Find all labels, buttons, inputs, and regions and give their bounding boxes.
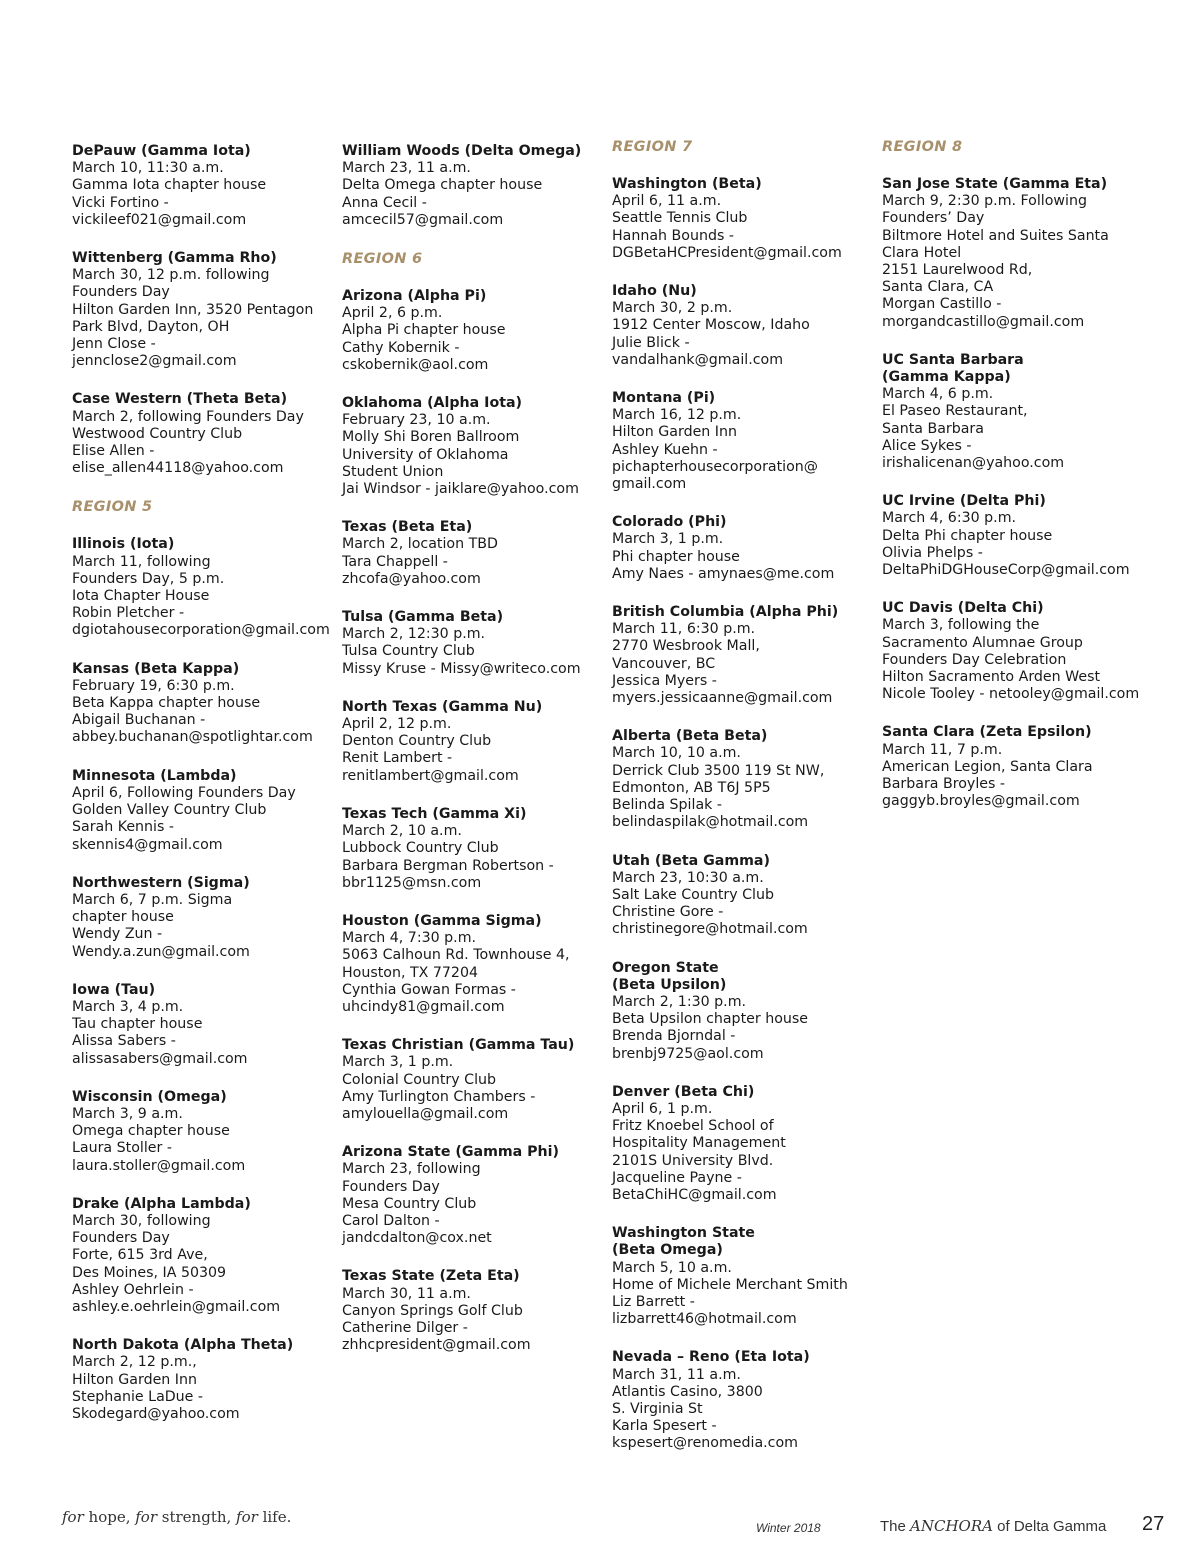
- chapter-name: Houston (Gamma Sigma): [342, 912, 542, 929]
- chapter-entry: [882, 600, 1144, 703]
- entry-line: Skodegard@yahoo.com: [72, 1405, 240, 1422]
- entry-line: February 23, 10 a.m.: [342, 412, 491, 429]
- entry-line: Alissa Sabers -: [72, 1033, 176, 1050]
- entry-line: Tulsa Country Club: [342, 643, 475, 660]
- entry-line: Wendy Zun -: [72, 926, 163, 943]
- region-heading: REGION 5: [72, 499, 153, 516]
- chapter-entry: [72, 875, 334, 961]
- chapter-entry: [612, 283, 874, 369]
- entry-line: jandcdalton@cox.net: [342, 1230, 492, 1247]
- chapter-entry: [342, 609, 604, 678]
- tagline-for-2: for: [135, 1508, 158, 1526]
- entry-line: Jai Windsor - jaiklare@yahoo.com: [342, 481, 579, 498]
- entry-line: Brenda Bjorndal -: [612, 1028, 736, 1045]
- entry-line: myers.jessicaanne@gmail.com: [612, 690, 833, 707]
- entry-line: Mesa Country Club: [342, 1195, 477, 1212]
- chapter-entry: [882, 176, 1144, 331]
- chapter-entry: [612, 604, 874, 707]
- entry-line: irishalicenan@yahoo.com: [882, 455, 1065, 472]
- entry-line: Amy Naes - amynaes@me.com: [612, 565, 835, 582]
- chapter-name: Minnesota (Lambda): [72, 767, 237, 784]
- entry-line: chapter house: [72, 909, 174, 926]
- entry-line: abbey.buchanan@spotlightar.com: [72, 729, 313, 746]
- chapter-entry: [342, 288, 604, 374]
- entry-line: renitlambert@gmail.com: [342, 767, 519, 784]
- entry-line: Nicole Tooley - netooley@gmail.com: [882, 686, 1140, 703]
- chapter-entry: [612, 1349, 874, 1452]
- entry-line: Iota Chapter House: [72, 588, 210, 605]
- chapter-name: North Texas (Gamma Nu): [342, 698, 543, 715]
- magazine-post: of Delta Gamma: [992, 1518, 1107, 1535]
- entry-line: Elise Allen -: [72, 443, 155, 460]
- region-heading: REGION 8: [882, 139, 963, 155]
- entry-line: Renit Lambert -: [342, 750, 453, 767]
- chapter-entry: [612, 1225, 874, 1328]
- entry-line: morgandcastillo@gmail.com: [882, 313, 1085, 330]
- entry-line: Santa Barbara: [882, 420, 984, 437]
- entry-line: Ashley Kuehn -: [612, 441, 718, 458]
- entry-line: christinegore@hotmail.com: [612, 921, 808, 938]
- entry-line: March 4, 7:30 p.m.: [342, 930, 477, 947]
- entry-line: March 6, 7 p.m. Sigma: [72, 891, 233, 908]
- entry-line: March 30, 11 a.m.: [342, 1285, 471, 1302]
- entry-line: Beta Upsilon chapter house: [612, 1011, 808, 1028]
- entry-line: March 2, 1:30 p.m.: [612, 993, 747, 1010]
- tagline-life: life.: [257, 1508, 292, 1526]
- chapter-entry: [72, 391, 334, 477]
- entry-line: Jessica Myers -: [612, 672, 717, 689]
- entry-line: March 4, 6:30 p.m.: [882, 510, 1017, 527]
- chapter-name: Drake (Alpha Lambda): [72, 1195, 251, 1212]
- entry-line: DGBetaHCPresident@gmail.com: [612, 244, 842, 261]
- chapter-entry: [612, 960, 874, 1063]
- entry-line: American Legion, Santa Clara: [882, 758, 1093, 775]
- chapter-name: Oklahoma (Alpha Iota): [342, 395, 523, 412]
- chapter-name: Utah (Beta Gamma): [612, 852, 770, 869]
- entry-line: March 3, following the: [882, 617, 1040, 634]
- chapter-name: Santa Clara (Zeta Epsilon): [882, 724, 1092, 741]
- footer-tagline: [62, 1508, 291, 1526]
- chapter-name: Kansas (Beta Kappa): [72, 660, 240, 677]
- entry-line: zhhcpresident@gmail.com: [342, 1337, 531, 1354]
- chapter-entry: [72, 143, 334, 229]
- entry-line: kspesert@renomedia.com: [612, 1435, 798, 1452]
- entry-line: University of Oklahoma: [342, 446, 509, 463]
- entry-line: bbr1125@msn.com: [342, 874, 482, 891]
- entry-line: March 11, following: [72, 553, 211, 570]
- entry-line: Biltmore Hotel and Suites Santa: [882, 227, 1109, 244]
- entry-line: Hilton Garden Inn: [72, 1371, 197, 1388]
- entry-line: Salt Lake Country Club: [612, 886, 774, 903]
- entry-line: Westwood Country Club: [72, 425, 243, 442]
- entry-line: March 4, 6 p.m.: [882, 386, 994, 403]
- entry-line: Des Moines, IA 50309: [72, 1264, 227, 1281]
- column-3: [612, 138, 874, 1474]
- entry-line: gmail.com: [612, 476, 687, 493]
- chapter-name: UC Davis (Delta Chi): [882, 600, 1044, 617]
- entry-line: March 23, 11 a.m.: [342, 160, 471, 177]
- entry-line: March 23, 10:30 a.m.: [612, 869, 764, 886]
- chapter-name: Case Western (Theta Beta): [72, 391, 288, 408]
- column-2: [342, 143, 604, 1375]
- chapter-name: UC Irvine (Delta Phi): [882, 493, 1046, 510]
- chapter-name: Nevada – Reno (Eta Iota): [612, 1349, 810, 1366]
- entry-line: lizbarrett46@hotmail.com: [612, 1311, 797, 1328]
- chapter-entry: [342, 1268, 604, 1354]
- entry-line: Houston, TX 77204: [342, 964, 479, 981]
- chapter-name: DePauw (Gamma Iota): [72, 143, 251, 159]
- chapter-entry: [612, 1084, 874, 1204]
- chapter-name: Texas (Beta Eta): [342, 519, 473, 536]
- entry-line: Jacqueline Payne -: [612, 1169, 742, 1186]
- chapter-name: Colorado (Phi): [612, 514, 727, 531]
- entry-line: March 3, 1 p.m.: [612, 531, 724, 548]
- chapter-entry: [882, 352, 1144, 472]
- entry-line: March 30, following: [72, 1212, 211, 1229]
- entry-line: February 19, 6:30 p.m.: [72, 677, 235, 694]
- entry-line: April 6, Following Founders Day: [72, 784, 296, 801]
- chapter-entry: [72, 1337, 334, 1423]
- entry-line: Alice Sykes -: [882, 437, 972, 454]
- entry-line: Founders Day: [72, 284, 170, 301]
- entry-line: pichapterhousecorporation@: [612, 458, 818, 475]
- entry-line: BetaChiHC@gmail.com: [612, 1186, 777, 1203]
- entry-line: Colonial Country Club: [342, 1071, 497, 1088]
- chapter-name: Washington State: [612, 1225, 755, 1242]
- entry-line: March 31, 11 a.m.: [612, 1366, 741, 1383]
- entry-line: Clara Hotel: [882, 244, 962, 261]
- entry-line: gaggyb.broyles@gmail.com: [882, 793, 1080, 810]
- entry-line: March 10, 10 a.m.: [612, 745, 741, 762]
- entry-line: Fritz Knoebel School of: [612, 1118, 774, 1135]
- entry-line: S. Virginia St: [612, 1400, 703, 1417]
- entry-line: March 2, location TBD: [342, 536, 498, 553]
- entry-line: Wendy.a.zun@gmail.com: [72, 943, 250, 960]
- chapter-name: Illinois (Iota): [72, 536, 175, 553]
- entry-line: Barbara Bergman Robertson -: [342, 857, 554, 874]
- entry-line: March 2, 12 p.m.,: [72, 1354, 197, 1371]
- entry-line: Amy Turlington Chambers -: [342, 1088, 536, 1105]
- entry-line: El Paseo Restaurant,: [882, 403, 1028, 420]
- entry-line: March 5, 10 a.m.: [612, 1259, 732, 1276]
- chapter-name: Washington (Beta): [612, 176, 762, 192]
- entry-line: Phi chapter house: [612, 548, 740, 565]
- entry-line: Missy Kruse - Missy@writeco.com: [342, 660, 581, 677]
- entry-line: Lubbock Country Club: [342, 840, 499, 857]
- magazine-anchora: ANCHORA: [910, 1517, 993, 1535]
- chapter-entry: [342, 913, 604, 1016]
- chapter-entry: [612, 853, 874, 939]
- entry-line: Canyon Springs Golf Club: [342, 1302, 523, 1319]
- chapter-entry: [612, 390, 874, 493]
- entry-line: March 10, 11:30 a.m.: [72, 160, 224, 177]
- entry-line: ashley.e.oehrlein@gmail.com: [72, 1298, 281, 1315]
- chapter-name: Montana (Pi): [612, 390, 716, 407]
- chapter-name: Texas Christian (Gamma Tau): [342, 1037, 575, 1054]
- chapter-entry: [72, 1089, 334, 1175]
- entry-line: Stephanie LaDue -: [72, 1388, 204, 1405]
- entry-line: Founders’ Day: [882, 210, 985, 227]
- tagline-hope: hope,: [83, 1508, 136, 1526]
- entry-line: Hilton Sacramento Arden West: [882, 669, 1101, 686]
- chapter-entry: [882, 724, 1144, 810]
- entry-line: Carol Dalton -: [342, 1212, 440, 1229]
- tagline-for-3: for: [236, 1508, 258, 1526]
- entry-line: Barbara Broyles -: [882, 776, 1006, 793]
- entry-line: March 3, 4 p.m.: [72, 998, 184, 1015]
- column-4: [882, 138, 1144, 832]
- entry-line: amylouella@gmail.com: [342, 1105, 509, 1122]
- page-number: 27: [1142, 1513, 1165, 1535]
- entry-line: March 2, following Founders Day: [72, 408, 304, 425]
- entry-line: Abigail Buchanan -: [72, 712, 206, 729]
- chapter-entry: [882, 493, 1144, 579]
- entry-line: Student Union: [342, 463, 444, 480]
- chapter-entry: [342, 519, 604, 588]
- entry-line: Hospitality Management: [612, 1135, 786, 1152]
- entry-line: Liz Barrett -: [612, 1293, 695, 1310]
- entry-line: March 3, 9 a.m.: [72, 1105, 183, 1122]
- entry-line: Cathy Kobernik -: [342, 339, 460, 356]
- footer-season: Winter 2018: [756, 1521, 821, 1535]
- chapter-name: Texas Tech (Gamma Xi): [342, 805, 527, 822]
- chapter-name: (Gamma Kappa): [882, 369, 1011, 386]
- entry-line: Gamma Iota chapter house: [72, 177, 267, 194]
- footer-magazine-title: [880, 1517, 1106, 1535]
- chapter-name: British Columbia (Alpha Phi): [612, 604, 839, 621]
- entry-line: Laura Stoller -: [72, 1140, 172, 1157]
- entry-line: 2101S University Blvd.: [612, 1152, 774, 1169]
- entry-line: March 11, 7 p.m.: [882, 741, 1003, 758]
- region-heading: REGION 6: [342, 251, 423, 268]
- entry-line: belindaspilak@hotmail.com: [612, 814, 809, 831]
- tagline-strength: strength,: [157, 1508, 237, 1526]
- entry-line: Hannah Bounds -: [612, 227, 734, 244]
- entry-line: Julie Blick -: [612, 334, 690, 351]
- entry-line: Delta Phi chapter house: [882, 527, 1053, 544]
- chapter-name: Tulsa (Gamma Beta): [342, 609, 504, 626]
- entry-line: April 6, 1 p.m.: [612, 1100, 713, 1117]
- chapter-entry: [72, 768, 334, 854]
- entry-line: Founders Day: [342, 1178, 440, 1195]
- entry-line: Founders Day: [72, 1230, 170, 1247]
- entry-line: Robin Pletcher -: [72, 605, 185, 622]
- chapter-entry: [342, 395, 604, 498]
- entry-line: Olivia Phelps -: [882, 544, 983, 561]
- entry-line: Hilton Garden Inn: [612, 424, 737, 441]
- entry-line: Santa Clara, CA: [882, 279, 994, 296]
- entry-line: Catherine Dilger -: [342, 1319, 468, 1336]
- entry-line: uhcindy81@gmail.com: [342, 998, 505, 1015]
- chapter-entry: [342, 143, 604, 229]
- entry-line: Hilton Garden Inn, 3520 Pentagon: [72, 301, 314, 318]
- chapter-name: Denver (Beta Chi): [612, 1083, 755, 1100]
- entry-line: Derrick Club 3500 119 St NW,: [612, 762, 825, 779]
- magazine-pre: The: [880, 1518, 911, 1535]
- chapter-name: (Beta Omega): [612, 1242, 723, 1259]
- chapter-name: Iowa (Tau): [72, 981, 156, 998]
- entry-line: Sacramento Alumnae Group: [882, 634, 1083, 651]
- chapter-entry: [342, 699, 604, 785]
- chapter-name: Northwestern (Sigma): [72, 874, 250, 891]
- chapter-entry: [342, 806, 604, 892]
- chapter-name: Wisconsin (Omega): [72, 1088, 227, 1105]
- chapter-name: San Jose State (Gamma Eta): [882, 176, 1108, 192]
- entry-line: March 2, 10 a.m.: [342, 823, 462, 840]
- entry-line: Vicki Fortino -: [72, 194, 169, 211]
- entry-line: dgiotahousecorporation@gmail.com: [72, 622, 330, 639]
- entry-line: Edmonton, AB T6J 5P5: [612, 779, 771, 796]
- entry-line: amcecil57@gmail.com: [342, 211, 504, 228]
- chapter-name: William Woods (Delta Omega): [342, 143, 582, 159]
- entry-line: Ashley Oehrlein -: [72, 1281, 194, 1298]
- chapter-entry: [72, 250, 334, 370]
- chapter-name: Wittenberg (Gamma Rho): [72, 250, 277, 267]
- entry-line: Tau chapter house: [72, 1016, 203, 1033]
- entry-line: Forte, 615 3rd Ave,: [72, 1247, 208, 1264]
- chapter-entry: [612, 514, 874, 583]
- chapter-name: Texas State (Zeta Eta): [342, 1268, 520, 1285]
- chapter-entry: [612, 728, 874, 831]
- entry-line: Founders Day, 5 p.m.: [72, 570, 225, 587]
- entry-line: April 6, 11 a.m.: [612, 193, 722, 210]
- entry-line: Belinda Spilak -: [612, 797, 722, 814]
- entry-line: March 9, 2:30 p.m. Following: [882, 193, 1087, 210]
- entry-line: Beta Kappa chapter house: [72, 695, 261, 712]
- entry-line: March 30, 2 p.m.: [612, 300, 733, 317]
- chapter-name: UC Santa Barbara: [882, 351, 1024, 368]
- chapter-entry: [72, 982, 334, 1068]
- entry-line: 1912 Center Moscow, Idaho: [612, 317, 810, 334]
- entry-line: elise_allen44118@yahoo.com: [72, 460, 284, 477]
- column-1: [72, 143, 334, 1444]
- chapter-entry: [72, 1196, 334, 1316]
- chapter-entry: [72, 536, 334, 639]
- entry-line: alissasabers@gmail.com: [72, 1050, 248, 1067]
- entry-line: Park Blvd, Dayton, OH: [72, 318, 230, 335]
- chapter-name: (Beta Upsilon): [612, 976, 727, 993]
- entry-line: Seattle Tennis Club: [612, 210, 748, 227]
- entry-line: Jenn Close -: [72, 336, 156, 353]
- chapter-name: Arizona State (Gamma Phi): [342, 1144, 560, 1161]
- entry-line: March 16, 12 p.m.: [612, 407, 742, 424]
- entry-line: vickileef021@gmail.com: [72, 211, 247, 228]
- chapter-name: North Dakota (Alpha Theta): [72, 1337, 294, 1354]
- chapter-name: Idaho (Nu): [612, 283, 697, 300]
- entry-line: Morgan Castillo -: [882, 296, 1002, 313]
- entry-line: Christine Gore -: [612, 904, 724, 921]
- entry-line: Tara Chappell -: [342, 553, 448, 570]
- entry-line: skennis4@gmail.com: [72, 836, 223, 853]
- entry-line: cskobernik@aol.com: [342, 356, 489, 373]
- chapter-name: Alberta (Beta Beta): [612, 728, 768, 745]
- chapter-entry: [342, 1144, 604, 1247]
- entry-line: DeltaPhiDGHouseCorp@gmail.com: [882, 562, 1130, 579]
- entry-line: vandalhank@gmail.com: [612, 351, 784, 368]
- entry-line: March 3, 1 p.m.: [342, 1054, 454, 1071]
- entry-line: March 30, 12 p.m. following: [72, 267, 270, 284]
- entry-line: March 11, 6:30 p.m.: [612, 621, 756, 638]
- chapter-entry: [612, 176, 874, 262]
- entry-line: Atlantis Casino, 3800: [612, 1383, 763, 1400]
- entry-line: April 2, 6 p.m.: [342, 305, 443, 322]
- entry-line: brenbj9725@aol.com: [612, 1045, 764, 1062]
- chapter-entry: [72, 661, 334, 747]
- entry-line: Golden Valley Country Club: [72, 802, 267, 819]
- entry-line: Cynthia Gowan Formas -: [342, 981, 516, 998]
- tagline-for-1: for: [62, 1508, 84, 1526]
- entry-line: Omega chapter house: [72, 1123, 230, 1140]
- entry-line: April 2, 12 p.m.: [342, 716, 452, 733]
- entry-line: March 2, 12:30 p.m.: [342, 626, 486, 643]
- entry-line: laura.stoller@gmail.com: [72, 1157, 246, 1174]
- entry-line: Alpha Pi chapter house: [342, 322, 506, 339]
- entry-line: Delta Omega chapter house: [342, 177, 543, 194]
- entry-line: Karla Spesert -: [612, 1418, 717, 1435]
- entry-line: Anna Cecil -: [342, 194, 427, 211]
- entry-line: Sarah Kennis -: [72, 819, 174, 836]
- entry-line: Molly Shi Boren Ballroom: [342, 429, 520, 446]
- chapter-name: Arizona (Alpha Pi): [342, 288, 487, 305]
- chapter-name: Oregon State: [612, 959, 719, 976]
- entry-line: zhcofa@yahoo.com: [342, 570, 481, 587]
- entry-line: 2151 Laurelwood Rd,: [882, 262, 1033, 279]
- region-heading: REGION 7: [612, 139, 693, 155]
- entry-line: jennclose2@gmail.com: [72, 353, 237, 370]
- chapter-entry: [342, 1037, 604, 1123]
- entry-line: March 23, following: [342, 1161, 481, 1178]
- entry-line: 2770 Wesbrook Mall,: [612, 638, 760, 655]
- entry-line: Denton Country Club: [342, 733, 492, 750]
- entry-line: Home of Michele Merchant Smith: [612, 1276, 848, 1293]
- entry-line: Vancouver, BC: [612, 655, 716, 672]
- entry-line: Founders Day Celebration: [882, 651, 1067, 668]
- entry-line: 5063 Calhoun Rd. Townhouse 4,: [342, 947, 570, 964]
